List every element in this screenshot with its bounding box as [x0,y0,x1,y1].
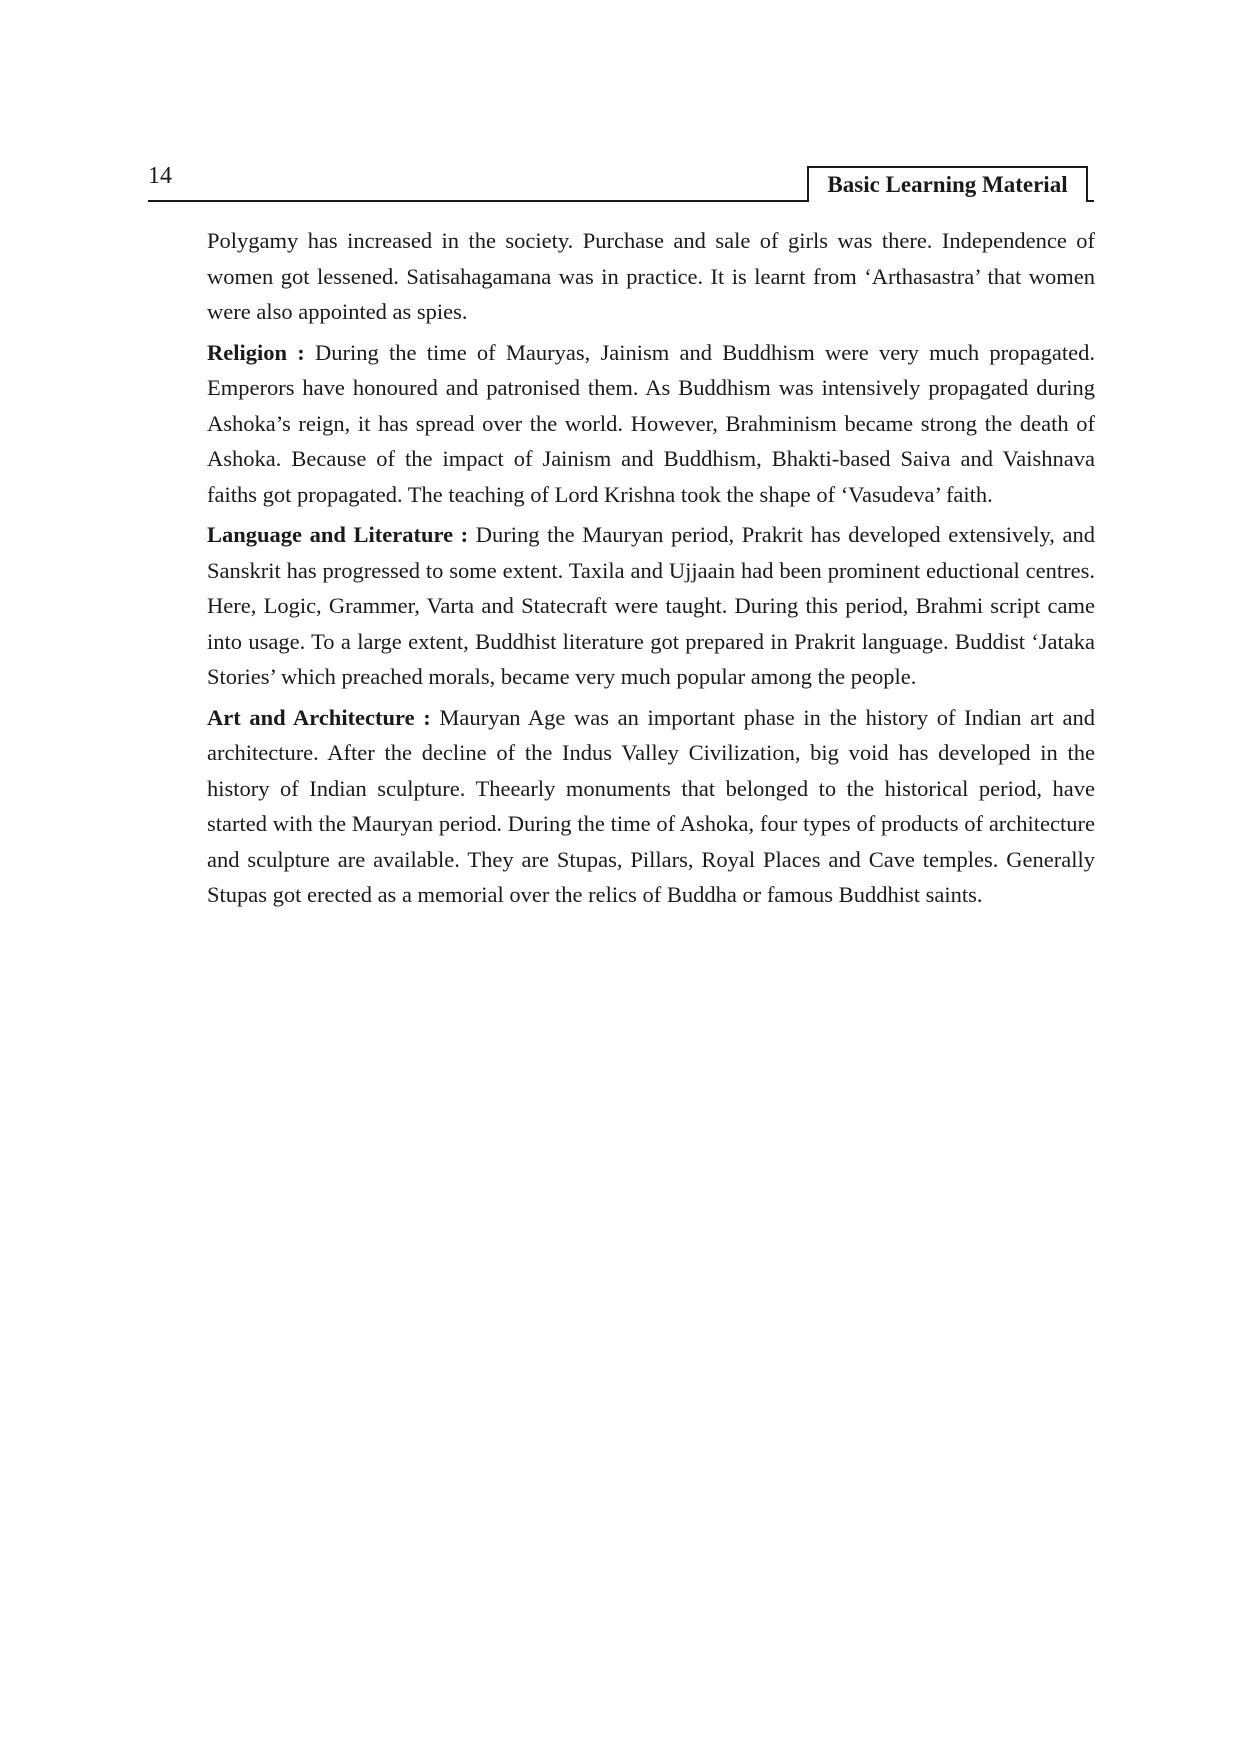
section-heading-art-architecture: Art and Architecture : [207,704,440,730]
paragraph-text: During the Mauryan period, Prakrit has developed extensively, and Sanskrit has progressed to some extent. Taxila and Ujjaain had been prominent eductional centres. Here, Logic, Grammer, Varta and Statecraft were taught. During this period, Brahmi script came into usage. To a large extent, Buddhist literature got prepared in Prakrit language. Buddist ‘Jataka Stories’ which preached morals, became very much popular among the people. [207,522,1095,689]
page-number: 14 [148,163,172,189]
section-heading-language-literature: Language and Literature : [207,522,476,547]
paragraph-society [207,223,1095,330]
paragraph-art-architecture [207,700,1095,913]
section-heading-religion: Religion : [207,339,315,365]
paragraph-text: Polygamy has increased in the society. Purchase and sale of girls was there. Independence of women got lessened. Satisahagamana was in practice. It is learnt from ‘Arthasastra’ that women were also appointed as spies. [207,228,1095,324]
page-body [207,223,1095,918]
paragraph-text: Mauryan Age was an important phase in the history of Indian art and architecture. After the decline of the Indus Valley Civilization, big void has developed in the history of Indian sculpture. Theearly monuments that belonged to the historical period, have started with the Mauryan period. During the time of Ashoka, four types of products of architecture and sculpture are available. They are Stupas, Pillars, Royal Places and Cave temples. Generally Stupas got erected as a memorial over the relics of Buddha or famous Buddhist saints. [207,704,1096,907]
running-header-title: Basic Learning Material [807,166,1088,202]
paragraph-language-literature [207,517,1095,695]
paragraph-text: During the time of Mauryas, Jainism and Buddhism were very much propagated. Emperors have honoured and patronised them. As Buddhism was intensively propagated during Ashoka’s reign, it has spread over the world. However, Brahminism became strong the death of Ashoka. Because of the impact of Jainism and Buddhism, Bhakti-based Saiva and Vaishnava faiths got propagated. The teaching of Lord Krishna took the shape of ‘Vasudeva’ faith. [207,339,1095,507]
paragraph-religion [207,335,1095,513]
